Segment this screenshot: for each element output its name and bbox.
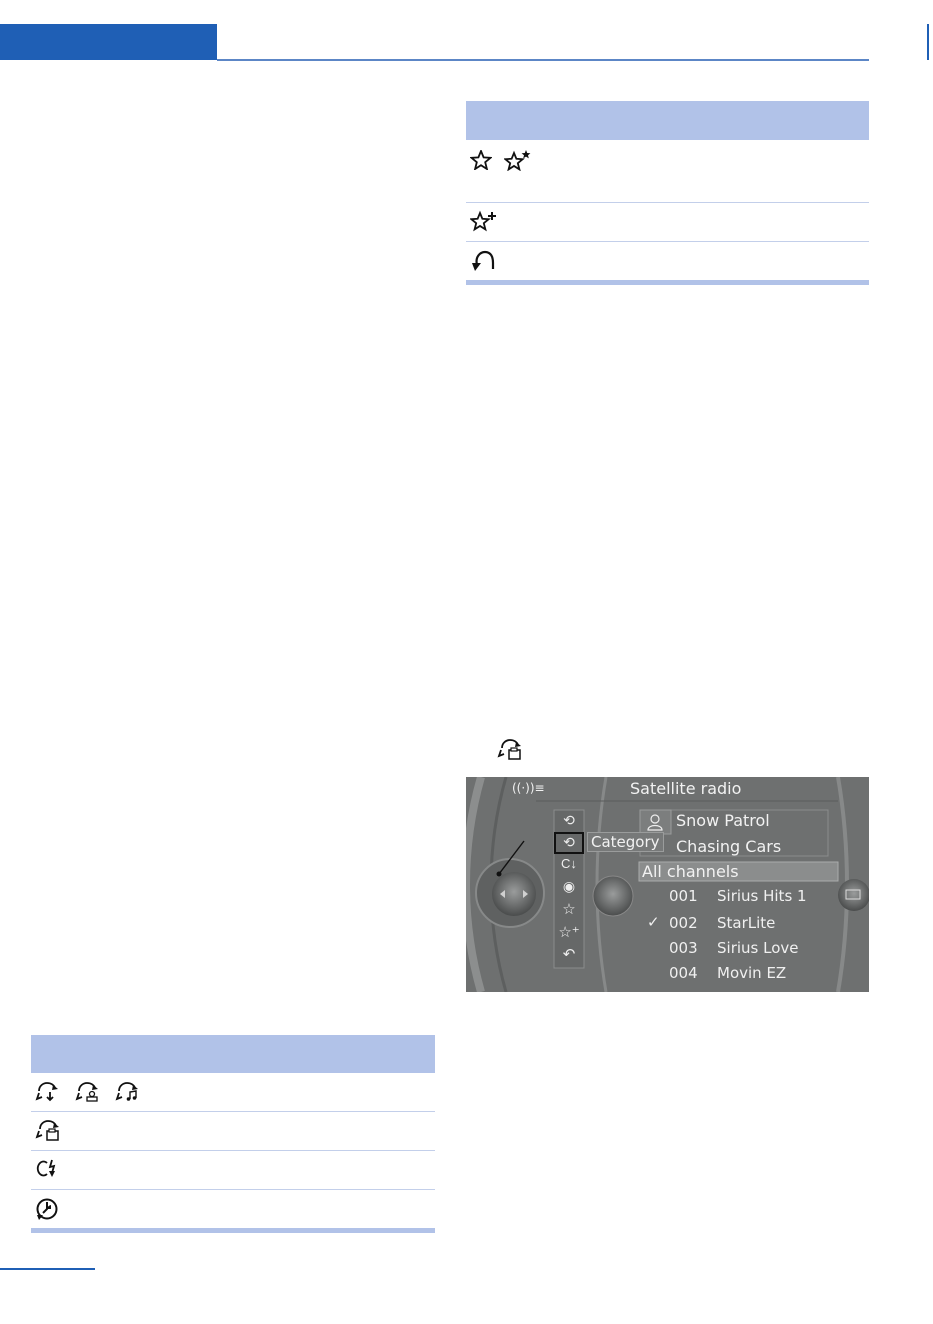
channel-update-icon	[35, 1082, 61, 1102]
symbol-table-right	[466, 101, 869, 285]
category-selected[interactable]: All channels	[642, 862, 739, 881]
timeshift-icon	[35, 1197, 59, 1221]
table-row	[466, 241, 869, 280]
panel-title: Satellite radio	[630, 779, 742, 798]
category-icon	[497, 739, 523, 766]
table-bottom-rule	[466, 280, 869, 285]
header-edge-marker	[927, 24, 929, 60]
table-row	[466, 140, 869, 203]
artist-name: Snow Patrol	[676, 811, 770, 830]
category-icon	[35, 1120, 61, 1142]
table-row	[31, 1150, 435, 1190]
header-rule	[217, 59, 869, 61]
check-icon: ✓	[647, 913, 660, 931]
category-tooltip: Category	[587, 832, 664, 852]
table-header	[31, 1035, 435, 1073]
panel-header-icon: ((·))≡	[512, 781, 545, 795]
menu-button-add-favorite[interactable]: ☆⁺	[558, 924, 580, 941]
table-row	[31, 1073, 435, 1112]
table-row	[31, 1111, 435, 1151]
symbol-table-left	[31, 1035, 435, 1234]
table-row	[466, 202, 869, 242]
table-header	[466, 101, 869, 140]
star-outline-icon	[470, 150, 492, 170]
table-row	[31, 1189, 435, 1228]
menu-button-timeshift[interactable]: ◉	[562, 878, 576, 894]
menu-button-update[interactable]: ⟲	[563, 812, 575, 828]
song-title: Chasing Cars	[676, 837, 782, 856]
menu-button-back[interactable]: ↶	[562, 946, 576, 963]
table-bottom-rule	[31, 1228, 435, 1233]
channel-music-icon	[115, 1082, 141, 1102]
footer-rule	[0, 1268, 95, 1270]
header-tab	[0, 24, 217, 60]
channel-artist-icon	[75, 1082, 101, 1102]
star-star-icon	[504, 149, 532, 171]
search-manual-icon	[35, 1159, 61, 1181]
menu-button-category[interactable]: ⟲	[554, 832, 584, 854]
menu-button-search[interactable]: C↓	[561, 856, 577, 871]
star-plus-icon	[470, 210, 498, 232]
menu-button-favorite[interactable]: ☆	[562, 901, 576, 918]
satellite-radio-screenshot: ((·))≡ Satellite radio Snow Patrol Chasing Cars All channels Category ⟲ ⟲ C↓ ◉ ☆ ☆⁺ ↶ 001 Sirius Hits 1 ✓ 002 StarLite 003 Sirius Love 004 Movin EZ	[466, 777, 869, 992]
back-arrow-icon	[470, 249, 496, 273]
